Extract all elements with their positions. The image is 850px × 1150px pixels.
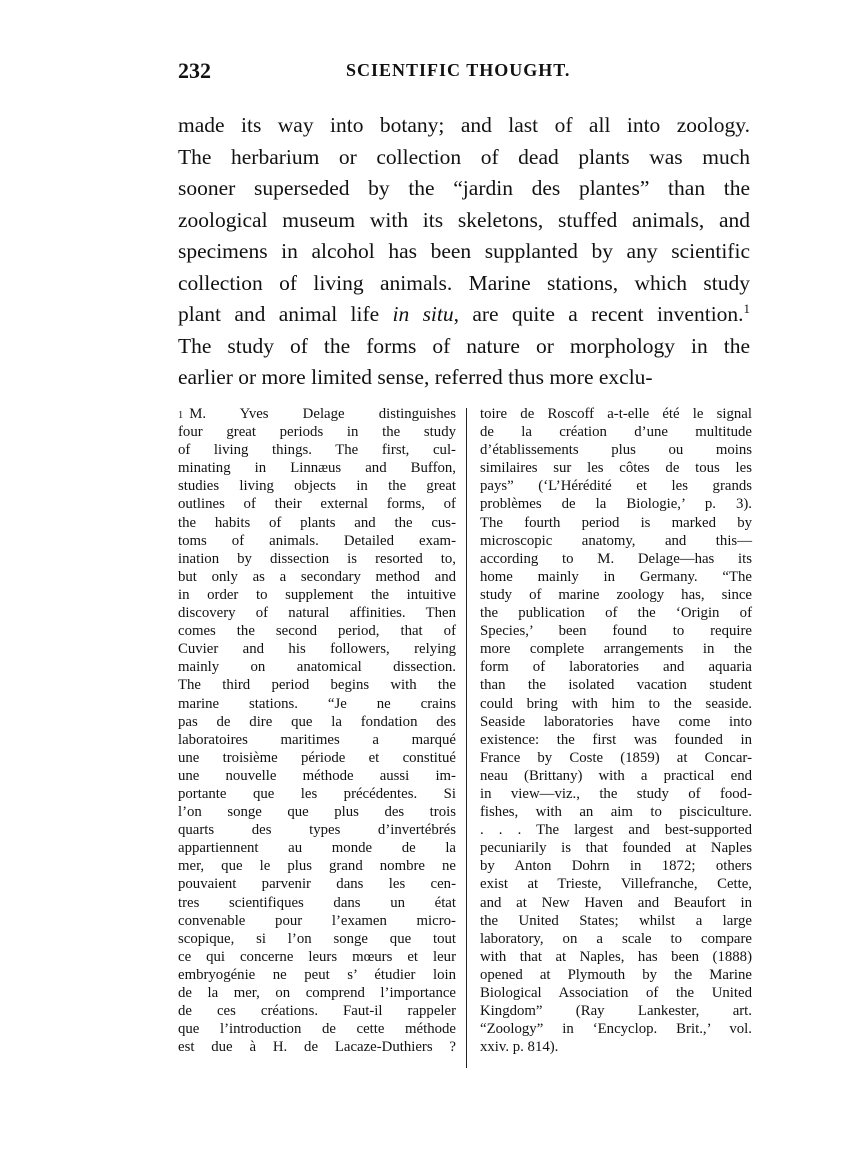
footnote-line: portante que les précédentes. Si bbox=[178, 785, 456, 802]
footnote-line: l’on songe que plus des trois bbox=[178, 804, 456, 821]
footnote-line: minating in Linnæus and Buffon, bbox=[178, 460, 456, 477]
footnote-line: in view—viz., the study of food- bbox=[480, 785, 752, 802]
footnote-text-segment: M. Yves Delage distinguishes bbox=[189, 406, 456, 422]
footnote-line: pecuniarily is that founded at Naples bbox=[480, 840, 752, 857]
footnote-line: convenable pour l’examen micro- bbox=[178, 912, 456, 929]
body-text bbox=[178, 110, 750, 394]
footnote-line: with that at Naples, has been (1888) bbox=[480, 948, 752, 965]
footnote-line: de la création d’une multitude bbox=[480, 424, 752, 441]
footnote-line: more complete arrangements in the bbox=[480, 641, 752, 658]
footnote-line: exist at Trieste, Villefranche, Cette, bbox=[480, 876, 752, 893]
footnote-line: of living things. The first, cul- bbox=[178, 442, 456, 459]
footnote-line: mainly on anatomical dissection. bbox=[178, 659, 456, 676]
footnote-line: in order to supplement the intuitive bbox=[178, 586, 456, 603]
footnote-line: than the isolated vacation student bbox=[480, 677, 752, 694]
footnote-line: d’établissements plus ou moins bbox=[480, 442, 752, 459]
footnote-line: The third period begins with the bbox=[178, 677, 456, 694]
body-line: specimens in alcohol has been supplanted by any scientific bbox=[178, 239, 750, 263]
running-title: SCIENTIFIC THOUGHT. bbox=[346, 60, 571, 80]
footnote-line: Cuvier and his followers, relying bbox=[178, 641, 456, 658]
footnote-line: toms of animals. Detailed exam- bbox=[178, 532, 456, 549]
footnote-line: discovery of natural affinities. Then bbox=[178, 605, 456, 622]
footnote-line: est due à H. de Lacaze-Duthiers ? bbox=[178, 1039, 456, 1056]
footnote-line: scopique, si l’on songe que tout bbox=[178, 930, 456, 947]
footnote-line: de la mer, on comprend l’importance bbox=[178, 985, 456, 1001]
footnote-line: pas de dire que la fondation des bbox=[178, 713, 456, 730]
footnote-line: tres scientifiques dans un état bbox=[178, 894, 456, 911]
footnote-line: the publication of the ‘Origin of bbox=[480, 605, 752, 622]
footnote-line: laboratoires maritimes a marqué bbox=[178, 731, 456, 748]
footnote-line: comes the second period, that of bbox=[178, 623, 456, 640]
footnote-line: Species,’ been found to require bbox=[480, 623, 752, 640]
body-line: zoological museum with its skeletons, stuffed animals, and bbox=[178, 207, 750, 232]
body-line: The herbarium or collection of dead plants was much bbox=[178, 144, 750, 169]
footnote-line: toire de Roscoff a-t-elle été le signal bbox=[480, 406, 752, 422]
page-header bbox=[178, 58, 748, 92]
footnote-line: but only as a secondary method and bbox=[178, 568, 456, 585]
footnote-line: pouvaient parvenir dans les cen- bbox=[178, 876, 456, 893]
footnote-line: Seaside laboratories have come into bbox=[480, 713, 752, 730]
body-text-segment: plant and animal life bbox=[178, 302, 393, 326]
body-line: made its way into botany; and last of all into zoology. bbox=[178, 113, 750, 137]
footnote-line: . . . The largest and best-supported bbox=[480, 822, 752, 839]
footnote-line: similaires sur les côtes de tous les bbox=[480, 460, 752, 477]
footnote-line: marine stations. “Je ne crains bbox=[178, 695, 456, 712]
footnote-line: xxiv. p. 814). bbox=[480, 1039, 559, 1056]
footnote-line: form of laboratories and aquaria bbox=[480, 659, 752, 676]
footnote-right-column bbox=[480, 405, 752, 1056]
footnote-line: existence: the first was founded in bbox=[480, 731, 752, 748]
footnote-reference: 1 bbox=[743, 301, 750, 316]
body-text-segment: , are quite a recent invention. bbox=[453, 302, 744, 326]
footnote-line: study of marine zoology has, since bbox=[480, 586, 752, 603]
footnote-line: fishes, with an aim to pisciculture. bbox=[480, 804, 752, 821]
footnote-line: studies living objects in the great bbox=[178, 478, 456, 495]
footnote-line: problèmes de la Biologie,’ p. 3). bbox=[480, 496, 752, 513]
body-line bbox=[178, 299, 750, 331]
footnote-line: France by Coste (1859) at Concar- bbox=[480, 749, 752, 766]
footnote-line: une troisième période et constitué bbox=[178, 749, 456, 766]
footnote-line: four great periods in the study bbox=[178, 424, 456, 441]
footnote-line: embryogénie ne peut s’ étudier loin bbox=[178, 966, 456, 983]
footnote-line: the habits of plants and the cus- bbox=[178, 514, 456, 531]
footnote-line: “Zoology” in ‘Encyclop. Brit.,’ vol. bbox=[480, 1021, 752, 1038]
body-line: sooner superseded by the “jardin des plantes” than the bbox=[178, 176, 750, 200]
footnote-line bbox=[178, 405, 456, 423]
body-line: earlier or more limited sense, referred thus more exclu- bbox=[178, 365, 653, 389]
footnote-line: ination by dissection is resorted to, bbox=[178, 550, 456, 567]
footnote-line: home mainly in Germany. “The bbox=[480, 568, 752, 585]
footnote-line: microscopic anatomy, and this— bbox=[480, 532, 752, 549]
body-line: collection of living animals. Marine stations, which study bbox=[178, 270, 750, 295]
footnote-line: the United States; whilst a large bbox=[480, 912, 752, 929]
footnote-line: appartiennent au monde de la bbox=[178, 840, 456, 857]
footnote-line: could bring with him to the seaside. bbox=[480, 695, 752, 712]
column-divider bbox=[466, 408, 467, 1068]
body-line: The study of the forms of nature or morphology in the bbox=[178, 333, 750, 358]
footnote-line: de ces créations. Faut-il rappeler bbox=[178, 1003, 456, 1020]
footnote-line: neau (Brittany) with a practical end bbox=[480, 767, 752, 784]
footnote-marker: 1 bbox=[178, 410, 184, 421]
footnote-line: laboratory, on a scale to compare bbox=[480, 930, 752, 947]
footnote-line: une nouvelle méthode aussi im- bbox=[178, 767, 456, 784]
footnote-line: mer, que le plus grand nombre ne bbox=[178, 858, 456, 875]
italic-phrase: in situ bbox=[392, 302, 454, 326]
footnote-line: Kingdom” (Ray Lankester, art. bbox=[480, 1003, 752, 1020]
footnote-line: outlines of their external forms, of bbox=[178, 496, 456, 513]
footnote-line: pays” (‘L’Hérédité et les grands bbox=[480, 478, 752, 495]
footnote-line: que l’introduction de cette méthode bbox=[178, 1021, 456, 1038]
page-number: 232 bbox=[178, 58, 211, 83]
footnote-line: opened at Plymouth by the Marine bbox=[480, 966, 752, 983]
footnote-left-column bbox=[178, 405, 456, 1056]
footnote-line: The fourth period is marked by bbox=[480, 514, 752, 531]
footnote-line: and at New Haven and Beaufort in bbox=[480, 894, 752, 911]
footnote-line: by Anton Dohrn in 1872; others bbox=[480, 858, 752, 875]
footnote-line: quarts des types d’invertébrés bbox=[178, 822, 456, 839]
footnote-line: ce qui concerne leurs mœurs et leur bbox=[178, 948, 456, 965]
footnote-line: Biological Association of the United bbox=[480, 985, 752, 1001]
footnote-line: according to M. Delage—has its bbox=[480, 550, 752, 567]
